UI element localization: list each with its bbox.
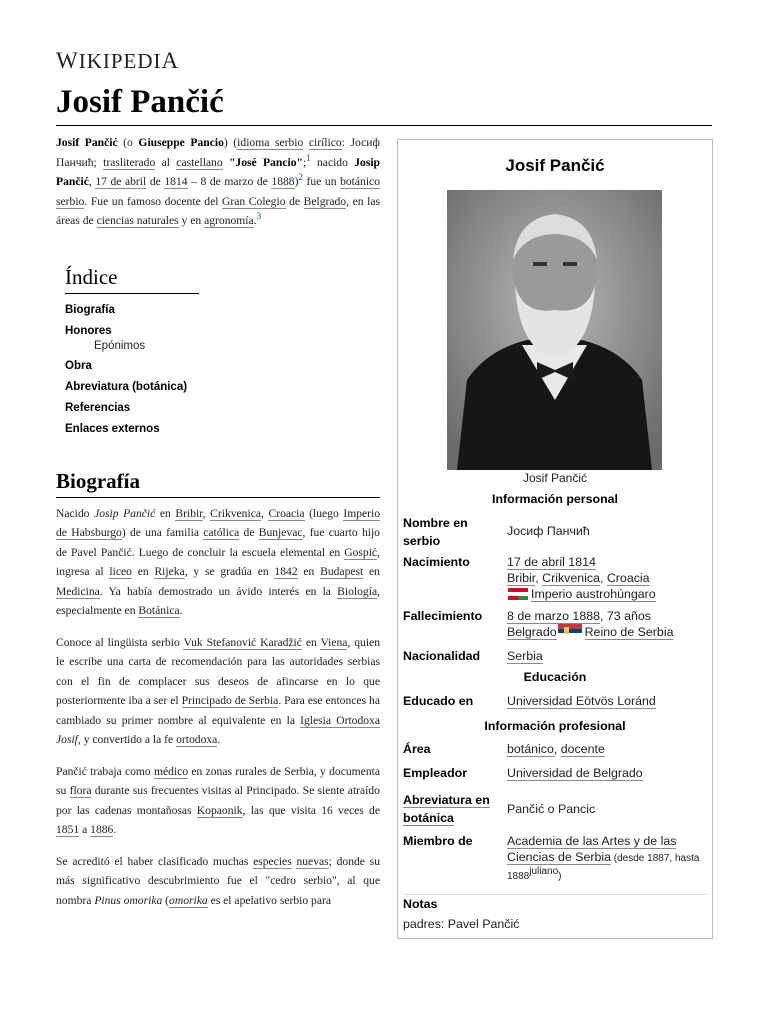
death-age: , 73 años [600,609,651,623]
link-1886[interactable]: 1886 [90,823,114,836]
member-calendar-note: juliano [529,865,559,877]
lead-bold-name: Josif Pančić [56,136,118,149]
toc-item-honores[interactable]: Honores [65,324,112,337]
text: – 8 de marzo de [187,175,272,188]
link-universidad-belgrado[interactable]: Universidad de Belgrado [507,766,643,780]
text: de [146,175,165,188]
link-universidad-eotvos[interactable]: Universidad Eötvös Loránd [507,694,656,708]
lead-bold-alt-name: Giuseppe Pancio [138,136,224,149]
text: , especialmente en [56,584,380,617]
text: en zonas rurales de Serbia, y documenta su [56,764,380,797]
label-empleador: Empleador [403,766,468,780]
bio-paragraph-2 [56,633,380,750]
link-castellano[interactable]: castellano [176,155,223,169]
text: en [297,565,321,578]
link-serbia[interactable]: Serbia [507,649,543,663]
link-budapest[interactable]: Budapest [320,565,364,578]
text: Conoce al lingüista serbio [56,635,184,649]
link-1842[interactable]: 1842 [274,565,298,578]
link-agronomia[interactable]: agronomía [204,214,254,227]
text: al [155,155,177,169]
value-nacimiento: 17 de abril 1814 Bribir, Crikvenica, Croacia Imperio austrohúngaro [507,555,656,601]
link-catolica[interactable]: católica [203,526,240,539]
text: ; donde su más significativo descubrimiento fue el "cedro serbio", al que nombra [56,854,380,907]
link-idioma-serbio[interactable]: idioma serbio [237,136,304,149]
serbia-flag-icon [558,624,582,638]
text: . Ya había demostrado un ávido interés en la [99,584,338,598]
toc-item-obra[interactable]: Obra [65,359,92,372]
label-nombre-serbio: Nombre en serbio [403,516,468,548]
text: ; [302,155,307,169]
lead-paragraph [56,133,380,231]
text: Pančić trabaja como [56,764,154,778]
wordmark-letter-w: W [56,48,79,73]
link-trasliterado[interactable]: trasliterado [103,155,156,169]
portrait-photo[interactable] [447,190,662,470]
bio-paragraph-4 [56,852,380,911]
label-area: Área [403,742,431,756]
page-title: Josif Pančić [56,84,712,126]
value-miembro-de [507,833,707,885]
link-kopaonik[interactable]: Kopaonik [196,803,243,817]
link-ortodoxa[interactable]: ortodoxa [176,733,218,746]
text: Se acreditó el haber clasificado muchas [56,854,254,868]
label-nacionalidad: Nacionalidad [403,649,481,663]
wordmark-middle: IKIPEDI [78,49,162,73]
text: durante sus frecuentes visitas al Principado. Se siente atraído por las cadenas montañosas [56,784,380,817]
link-docente[interactable]: docente [560,742,605,756]
text: de [239,526,259,539]
label-nacimiento: Nacimiento [403,555,470,569]
link-gospic[interactable]: Gospić [344,545,378,559]
link-crikvenica[interactable]: Crikvenica [210,506,261,520]
text: y en [178,214,205,227]
lead-bold-spanish-name: "José Pancio" [228,155,303,169]
text: . Para ese entonces ha cambiado su primer nombre al equivalente en la [56,694,380,727]
link-flora[interactable]: flora [69,784,92,797]
toc-item-abreviatura[interactable]: Abreviatura (botánica) [65,380,188,393]
toc-title: Índice [65,265,199,294]
lead-bold-birth-name: Josip Pančić [56,155,381,188]
text: . [179,604,183,617]
link-1851[interactable]: 1851 [56,823,80,836]
link-imperio-austrohungaro[interactable]: Imperio austrohúngaro [531,587,656,601]
link-viena[interactable]: Viena [320,635,348,649]
wordmark-letter-a: A [161,48,180,73]
link-liceo[interactable]: liceo [109,565,132,578]
section-personal-info: Información personal [492,492,618,506]
text-italic: Josif [56,733,78,746]
link-medico[interactable]: médico [154,764,189,778]
link-iglesia-ortodoxa[interactable]: Iglesia Ortodoxa [300,713,380,727]
austria-hungary-flag-icon [508,588,528,600]
link-croacia[interactable]: Croacia [606,571,650,585]
link-17-de-abril[interactable]: 17 de abril [95,175,147,188]
label-fallecimiento: Fallecimiento [403,609,483,623]
text: (luego [304,506,344,520]
biography-section [56,504,380,911]
infobox [397,139,713,939]
text: ) de una familia [121,526,204,539]
value-area: botánico, docente [507,742,605,756]
table-of-contents [65,265,265,440]
link-crikvenica[interactable]: Crikvenica [542,571,600,585]
link-botanico[interactable]: botánico [507,742,554,756]
value-educado-en [507,693,707,709]
link-death-date[interactable]: 8 de marzo 1888 [507,609,600,623]
text: de [285,194,304,208]
left-eye [533,262,547,266]
link-birth-date[interactable]: 17 de abril 1814 [507,555,596,569]
row-notas-value [403,916,708,932]
toc-item-enlaces-externos[interactable]: Enlaces externos [65,422,160,435]
text: . [217,733,221,746]
link-medicina[interactable]: Medicina [56,584,100,598]
text: , ingresa al [56,545,380,578]
text: ) [294,175,299,188]
section-title-biografia: Biografía [56,469,380,498]
text: , las que visita 16 veces de [242,803,380,817]
text: fue un [302,175,341,188]
link-ciencias-naturales[interactable]: ciencias naturales [96,214,179,227]
text: , quien le escribe una carta de recomendación para las autoridades serbias con el fin de complacer sus deseos de afincarse en lo que posteriormente iba a ser el [56,635,381,707]
value-fallecimiento [507,608,707,640]
text: nacido [310,155,355,169]
text-italic: Josip Pančić [94,506,156,520]
link-especies[interactable]: especies [253,854,292,868]
link-imperio-habsburgo[interactable]: Imperio de Habsburgo [56,506,381,539]
text: . Fue un famoso docente del [84,194,223,208]
text: en [363,565,380,578]
link-croacia[interactable]: Croacia [268,506,305,520]
link-cirilico[interactable]: cirílico [308,136,342,149]
value-nombre-serbio: Јосиф Панчић [507,524,590,538]
link-belgrado[interactable]: Belgrado [507,625,557,639]
value-notas: padres: Pavel Pančić [403,917,520,931]
infobox-title: Josif Pančić [505,156,605,175]
text: Nacido [56,506,95,520]
toc-subitem-eponimos[interactable]: Epónimos [94,339,146,352]
bio-paragraph-1 [56,504,380,621]
label-abreviatura[interactable] [403,791,503,827]
reference-1[interactable]: 1 [306,152,311,163]
text: ) ( [223,136,238,149]
value-nacionalidad [507,648,707,664]
section-education: Educación [523,670,587,684]
text: : Јосиф Панчић; [56,136,380,169]
reference-2[interactable]: 2 [298,172,303,183]
text: es el apelativo serbio para [207,893,331,907]
link-1814[interactable]: 1814 [164,175,188,188]
text: en [155,506,176,520]
text: , [88,175,96,188]
link-vuk-karadzic[interactable]: Vuk Stefanović Karadžić [183,635,302,649]
text: en [131,565,155,578]
value-empleador [507,765,707,781]
section-professional-info: Información profesional [484,719,626,733]
link-gran-colegio[interactable]: Gran Colegio [222,194,286,208]
link-bunjevac[interactable]: Bunjevac [258,526,303,539]
text: . [253,214,257,227]
text: (o [117,136,139,149]
right-eye [563,262,577,266]
link-reino-serbia[interactable]: Reino de Serbia [584,625,674,639]
text: , [202,506,211,520]
link-1888[interactable]: 1888 [271,175,295,188]
label-notas: Notas [403,897,438,911]
label-miembro-de: Miembro de [403,834,473,848]
article-body [56,133,380,922]
text: en [301,635,321,649]
toc-item-referencias[interactable]: Referencias [65,401,131,414]
text: . [113,823,117,836]
text: , [261,506,269,520]
link-botanico[interactable]: botánico [340,175,380,188]
link-serbio[interactable]: serbio [56,194,85,208]
text: , y se gradúa en [184,565,275,578]
text-italic: Pinus omorika [94,893,163,907]
link-belgrado[interactable]: Belgrado [303,194,347,208]
bio-paragraph-3 [56,762,380,840]
link-bribir[interactable]: Bribir [507,571,536,585]
text: , en las áreas de [56,194,380,227]
value-abreviatura: Pančić o Pancic [507,802,596,816]
link-abreviatura-botanica[interactable]: Abreviatura en botánica [403,793,490,825]
link-omorika[interactable]: omorika [169,893,208,907]
text: , y convertido a la fe [77,733,177,746]
link-principado-serbia[interactable]: Principado de Serbia [181,694,279,707]
link-botanica[interactable]: Botánica [138,604,180,617]
text: a [79,823,91,836]
link-nuevas[interactable]: nuevas [296,854,329,868]
link-academia-serbia[interactable]: Academia de las Artes y de las Ciencias de Serbia [507,834,677,864]
link-rijeka[interactable]: Rijeka [154,565,185,578]
member-end: ) [558,871,562,882]
link-biologia[interactable]: Biología [337,584,378,598]
portrait-caption: Josif Pančić [522,471,588,485]
text: ( [162,893,170,907]
reference-3[interactable]: 3 [256,211,262,222]
notes-divider [403,894,707,895]
toc-item-biografia[interactable]: Biografía [65,303,115,316]
member-since: (desde 1887, hasta 1888 [507,853,700,882]
link-bribir[interactable]: Bribir [175,506,203,520]
text: , fue cuarto hijo de Pavel Pančić. Luego de concluir la escuela elemental en [56,526,380,559]
wikipedia-wordmark[interactable] [56,48,179,74]
label-educado-en: Educado en [403,694,474,708]
